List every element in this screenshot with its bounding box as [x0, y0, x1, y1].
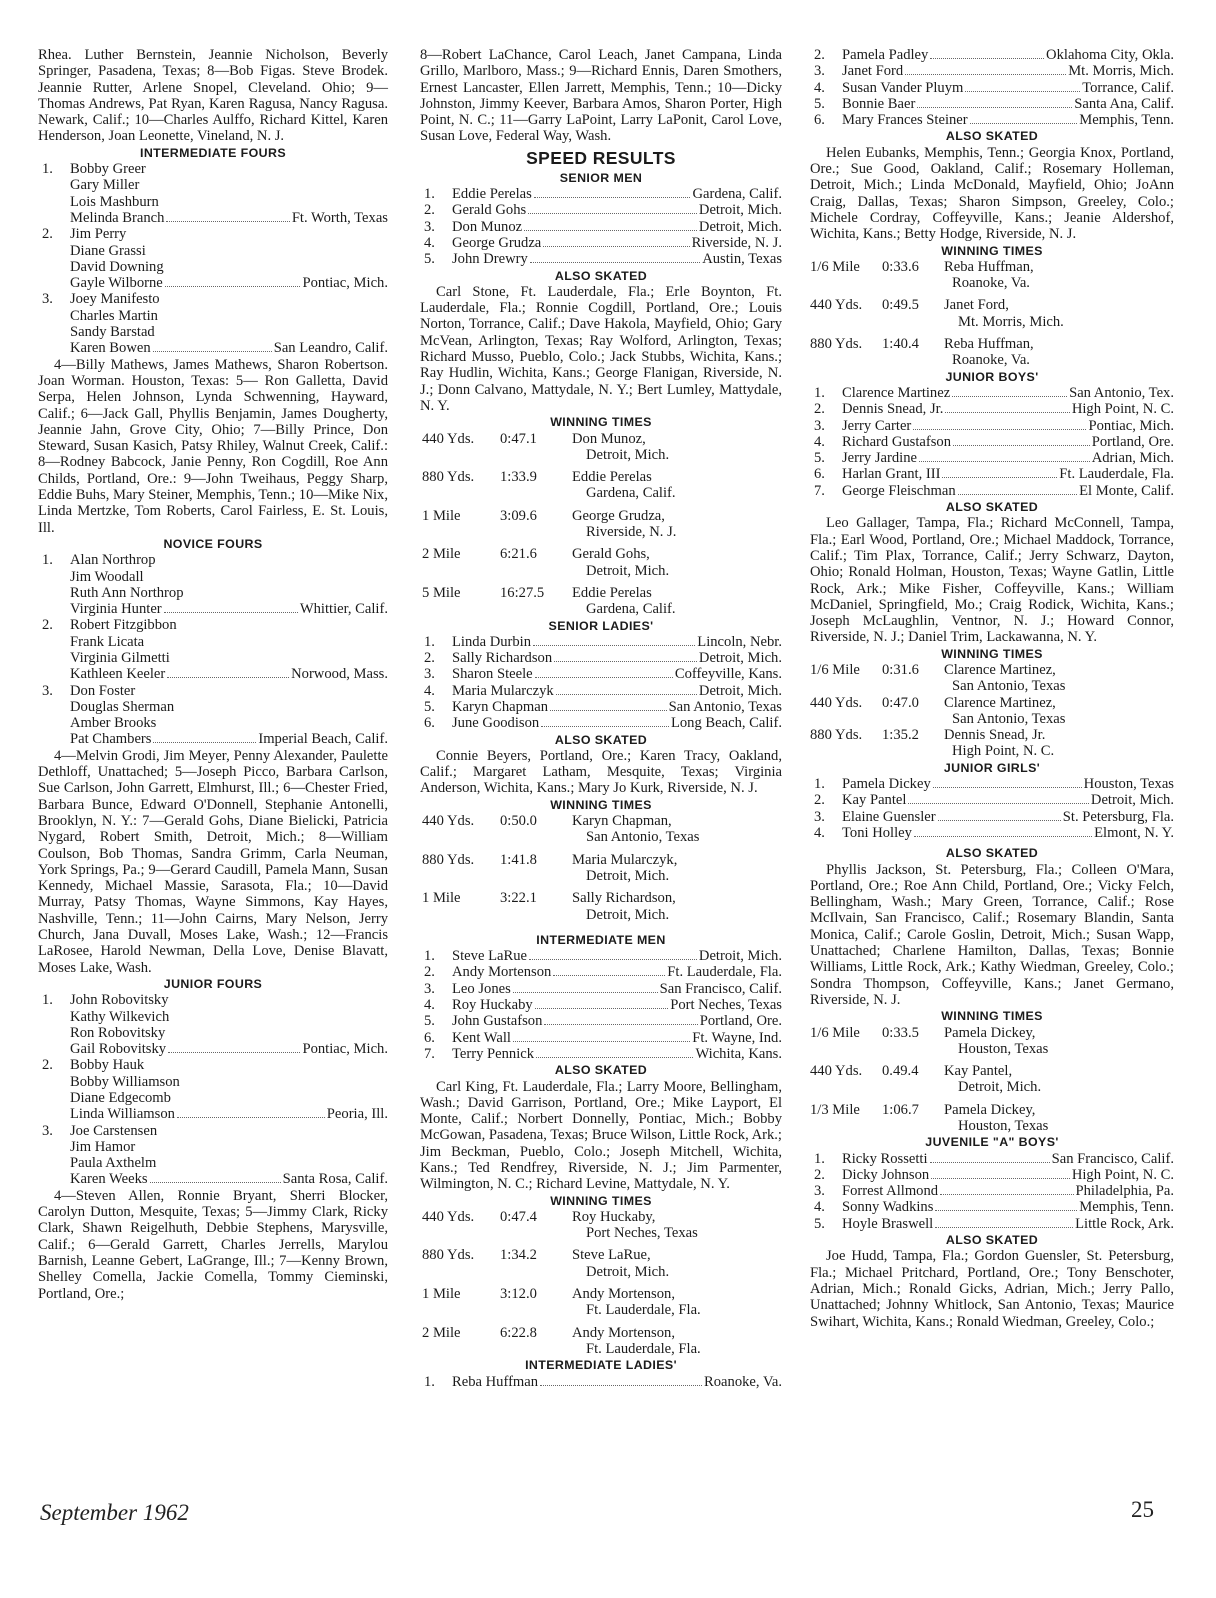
section-heading: INTERMEDIATE FOURS: [139, 145, 287, 160]
paragraph: 4—Billy Mathews, James Mathews, Sharon Robertson. Joan Worman. Houston, Texas: 5— Ron Galletta, David Serpa, Helen Johnson, Lynda Schwenning, Hayward, Calif.; 6—Jack Gall, Phyllis Benjamin, James Dougherty, Jeannie Jahn, Grove City, Ohio; 7—Billy Prince, Don Steward, Susan Kasich, Patsy Rhiley, Walnut Creek, Calif.: 8—Rodney Babcock, Janie Penny, Ron Cogdill, Roe Ann Childs, Portland, Ore.: 9—John Tweihaus, Peggy Sharp, Eddie Buhs, Mary Steiner, Memphis, Tenn.; 10—Mike Nix, Linda Mertzke, Tom Roberts, Carol Fairless, E. St. Louis, Ill.: [38, 356, 388, 536]
result-row: 4. Roy Huckaby Port Neches, Texas: [424, 997, 782, 1014]
member-name: Gayle Wilborne: [70, 275, 163, 292]
section-heading: ALSO SKATED: [554, 1063, 648, 1078]
result-row: 2. Dicky Johnson High Point, N. C.: [814, 1166, 1174, 1183]
dot-leader: [544, 1024, 697, 1025]
result-row: 3. Don Munoz Detroit, Mich.: [424, 218, 782, 235]
result-row: 2. Kay Pantel Detroit, Mich.: [814, 792, 1174, 809]
result-row: 3. Sharon Steele Coffeyville, Kans.: [424, 666, 782, 683]
member-name: Virginia Hunter: [70, 601, 162, 618]
place: Ft. Worth, Texas: [291, 209, 388, 226]
result-row: 7. Terry Pennick Wichita, Kans.: [424, 1045, 782, 1062]
winning-time: 1/3 Mile 1:06.7 Pamela Dickey, Houston, Texas: [810, 1101, 1049, 1134]
result-row: 1. Linda Durbin Lincoln, Nebr.: [424, 633, 782, 650]
result-row: 1. Clarence Martinez San Antonio, Tex.: [814, 384, 1174, 401]
result-row: 4. Richard Gustafson Portland, Ore.: [814, 433, 1174, 450]
section-heading: WINNING TIMES: [550, 797, 652, 812]
section-heading: NOVICE FOURS: [163, 536, 263, 551]
result-row: 2. Dennis Snead, Jr. High Point, N. C.: [814, 401, 1174, 418]
result-row: 5. Hoyle Braswell Little Rock, Ark.: [814, 1215, 1174, 1232]
dot-leader: [536, 1057, 693, 1058]
dot-leader: [535, 677, 673, 678]
result-row: 3. Leo Jones San Francisco, Calif.: [424, 980, 782, 997]
team-block: 2. Jim Perry Diane Grassi David Downing Gayle Wilborne Pontiac, Mich.: [38, 226, 388, 291]
dot-leader: [166, 221, 289, 222]
dot-leader: [970, 123, 1078, 124]
winning-time: 440 Yds. 0:50.0 Karyn Chapman, San Antonio, Texas: [422, 813, 700, 846]
result-row: 6. Kent Wall Ft. Wayne, Ind.: [424, 1029, 782, 1046]
paragraph: 4—Melvin Grodi, Jim Meyer, Penny Alexander, Paulette Dethloff, Unattached; 5—Joseph Picco, Barbara Carlson, Sue Carlson, John Garrett, Elmhurst, Ill.; 6—Chester Fried, Barbara Bunce, Edward O'Donnell, Stephanie Antonelli, Brooklyn, N. Y.: 7—Gerald Gohs, Diane Bielicki, Patricia Nygard, Robert Smith, Detroit, Mich.; 8—William Coulson, Bob Thomas, Sandra Grimm, Carla Neuman, York Springs, Pa.; 9—Gerard Caudill, Pamela Mann, Susan Kennedy, Michael Massie, Sarasota, Fla.; 10—David Murray, Patsy Thomas, Wayne Simmons, Kay Hayes, Nashville, Tenn.; 11—John Cairns, Mary Nelson, Jerry Church, Jana Duvall, Moses Lake, Wash.; 12—Francis LaRosee, Harold Newman, Della Love, Denise Blavatt, Moses Lake, Wash.: [38, 747, 388, 976]
section-heading: ALSO SKATED: [554, 268, 648, 283]
paragraph: Leo Gallager, Tampa, Fla.; Richard McConnell, Tampa, Fla.; Earl Wood, Portland, Ore.; Michael Maddock, Torrance, Calif.; Tim Plax, Torrance, Calif.; Jerry Schwarz, Dayton, Ohio; Ronald Holman, Houston, Texas; Wayne Gatlin, Little Rock, Ark.; Mike Fisher, Coffeyville, Kans.; William McDaniel, Springfield, Mo.; Craig Rodick, Wichita, Kans.; Joseph McLaughlin, Ventnor, N. J.; Howard Connor, Riverside, N. J.; Daniel Trim, Lackawanna, N. Y.: [810, 515, 1174, 646]
dot-leader: [168, 1052, 300, 1053]
member-name: Joe Carstensen: [70, 1122, 158, 1139]
dot-leader: [938, 820, 1061, 821]
result-row: 4. Sonny Wadkins Memphis, Tenn.: [814, 1199, 1174, 1216]
section-heading: JUNIOR BOYS': [945, 369, 1039, 384]
member-name: Bobby Hauk: [70, 1057, 145, 1074]
column-1: [38, 47, 388, 1302]
member-name: Virginia Gilmetti: [70, 649, 170, 666]
result-row: 1. Eddie Perelas Gardena, Calif.: [424, 186, 782, 203]
winning-time: 1 Mile 3:12.0 Andy Mortenson, Ft. Lauderdale, Fla.: [422, 1286, 701, 1319]
dot-leader: [940, 1194, 1073, 1195]
dot-leader: [556, 694, 697, 695]
team-block: 2. Bobby Hauk Bobby Williamson Diane Edgecomb Linda Williamson Peoria, Ill.: [38, 1057, 388, 1122]
member-name: Robert Fitzgibbon: [70, 617, 177, 634]
section-heading: WINNING TIMES: [941, 243, 1043, 258]
winning-time: 1/6 Mile 0:31.6 Clarence Martinez, San Antonio, Texas: [810, 661, 1066, 695]
member-name: Jim Perry: [70, 226, 127, 243]
result-row: 1. Steve LaRue Detroit, Mich.: [424, 948, 782, 965]
place: Santa Rosa, Calif.: [282, 1171, 388, 1188]
member-name: Kathy Wilkevich: [70, 1008, 170, 1025]
result-row: 6. Harlan Grant, III Ft. Lauderdale, Fla.: [814, 466, 1174, 483]
dot-leader: [953, 445, 1090, 446]
paragraph: Phyllis Jackson, St. Petersburg, Fla.; Colleen O'Mara, Portland, Ore.; Roe Ann Child, Portland, Ore.; Vicky Felch, Bellingham, Wash.; Mary Green, Torrance, Calif.; Rose McIlvain, San Francisco, Calif.; Rosemary Blandin, Santa Monica, Calif.; Carole Goslin, Detroit, Mich.; Susan Wapp, Unattached; Charlene Hamilton, Dallas, Texas; Bonnie Williams, Little Rock, Ark.; Kathy Wiedman, Greeley, Colo.; Sondra Thompson, Coffeyville, Kans.; Janet Germano, Riverside, N. J.: [810, 861, 1174, 1008]
section-heading: SENIOR LADIES': [548, 618, 654, 633]
winning-time: 880 Yds. 1:40.4 Reba Huffman, Roanoke, Va.: [810, 336, 1034, 369]
member-name: Frank Licata: [70, 633, 145, 650]
paragraph: Helen Eubanks, Memphis, Tenn.; Georgia Knox, Portland, Ore.; Sue Good, Oakland, Calif.; Rosemary Holleman, Detroit, Mich.; Linda McDonald, Mayfield, Ohio; JoAnn Craig, Dallas, Texas; Sharon Simpson, Greeley, Colo.; Michele Cordray, Coffeyville, Kans.; Jeanie Aldershof, Wichita, Kans.; Betty Hodge, Riverside, N. J.: [810, 144, 1174, 243]
member-name: Don Foster: [70, 682, 136, 699]
dot-leader: [554, 661, 697, 662]
result-row: 2. Pamela Padley Oklahoma City, Okla.: [814, 47, 1174, 63]
winning-time: 880 Yds. 1:33.9 Eddie Perelas Gardena, Calif.: [422, 469, 676, 502]
paragraph: Joe Hudd, Tampa, Fla.; Gordon Guensler, St. Petersburg, Fla.; Michael Pritchard, Portland, Ore.; Tony Benschoter, Adrian, Mich.; Ronald Gicks, Adrian, Mich.; Jerry Pallo, Unattached; Johnny Whitlock, San Antonio, Texas; Maurice Swihart, Wichita, Kans.; Ronald Wiedman, Greeley, Colo.;: [810, 1248, 1174, 1330]
section-heading: INTERMEDIATE LADIES': [525, 1358, 677, 1373]
result-row: 5. John Drewry Austin, Texas: [424, 251, 782, 268]
dot-leader: [164, 612, 298, 613]
dot-leader: [553, 975, 665, 976]
dot-leader: [935, 1227, 1073, 1228]
place: Imperial Beach, Calif.: [258, 731, 388, 748]
paragraph: Connie Beyers, Portland, Ore.; Karen Tracy, Oakland, Calif.; Margaret Latham, Mesquite, Texas; Virginia Anderson, Wichita, Kans.; Mary Jo Kurk, Riverside, N. J.: [420, 747, 782, 797]
dot-leader: [908, 803, 1088, 804]
paragraph: Carl King, Ft. Lauderdale, Fla.; Larry Moore, Bellingham, Wash.; David Garrison, Portland, Ore.; Mike Layport, El Monte, Calif.; Norbert Donnelly, Pontiac, Mich.; Bobby McGowan, Pasadena, Texas; Bruce Wilson, Little Rock, Ark.; Jim Beckman, Pueblo, Colo.; Joseph Mitchell, Wichita, Kans.; Ted Rendfrey, Riverside, N. J.; Jim Parmenter, Wilmington, N. C.; Richard Levine, Mattydale, N. Y.: [420, 1078, 782, 1193]
winning-time: 440 Yds. 0:47.4 Roy Huckaby, Port Neches, Texas: [422, 1208, 698, 1242]
result-row: 5. John Gustafson Portland, Ore.: [424, 1013, 782, 1030]
paragraph: Rhea. Luther Bernstein, Jeannie Nicholson, Beverly Springer, Pasadena, Texas; 8—Bob Figas. Steve Brodek. Jeannie Rutter, Arlene Snopel, Cleveland. Ohio; 9—Thomas Andrews, Pat Ryan, Karen Ragusa, Nancy Ragusa. Newark, Calif.; 10—Charles Aulffo, Richard Kittel, Karen Henderson, Joan Leonette, Vineland, N. J.: [38, 47, 388, 145]
page-title: SPEED RESULTS: [526, 147, 676, 168]
dot-leader: [930, 58, 1044, 59]
section-heading: ALSO SKATED: [945, 1233, 1039, 1248]
section-heading: ALSO SKATED: [945, 500, 1039, 515]
dot-leader: [513, 992, 658, 993]
member-name: Paula Axthelm: [70, 1155, 157, 1172]
winning-time: 880 Yds. 1:35.2 Dennis Snead, Jr. High Point, N. C.: [810, 727, 1055, 760]
member-name: David Downing: [70, 258, 164, 275]
member-name: Karen Bowen: [70, 340, 151, 357]
paragraph: Carl Stone, Ft. Lauderdale, Fla.; Erle Boynton, Ft. Lauderdale, Fla.; Ronnie Cogdill, Portland, Ore.; Louis Norton, Torrance, Calif.; Dave Hakola, Mayfield, Ohio; Gary McVean, Arlington, Texas; Ray Wolford, Arlington, Texas; Richard Musso, Pueblo, Colo.; Jack Stubbs, Wichita, Kans.; Ray Hudlin, Wichita, Kans.; George Flanigan, Riverside, N. J.; Donn Calvano, Mattydale, N. Y.; Bert Lumley, Mattydale, N. Y.: [420, 283, 782, 414]
member-name: Sandy Barstad: [70, 324, 155, 341]
member-name: Melinda Branch: [70, 209, 165, 226]
member-name: Charles Martin: [70, 307, 158, 324]
dot-leader: [914, 836, 1092, 837]
dot-leader: [917, 107, 1072, 108]
winning-time: 1/6 Mile 0:33.5 Pamela Dickey, Houston, Texas: [810, 1024, 1049, 1057]
place: Pontiac, Mich.: [302, 1041, 388, 1058]
member-name: Kathleen Keeler: [70, 666, 166, 683]
dot-leader: [952, 396, 1067, 397]
member-name: Bobby Williamson: [70, 1073, 180, 1090]
team-block: 3. Joey Manifesto Charles Martin Sandy Barstad Karen Bowen San Leandro, Calif.: [38, 291, 388, 356]
page-number: 25: [1131, 1497, 1154, 1522]
dot-leader: [533, 645, 695, 646]
section-heading: ALSO SKATED: [945, 846, 1039, 861]
section-heading: WINNING TIMES: [941, 646, 1043, 661]
result-row: 3. Elaine Guensler St. Petersburg, Fla.: [814, 808, 1174, 825]
member-name: Bobby Greer: [70, 161, 146, 178]
dot-leader: [167, 677, 289, 678]
dot-leader: [913, 429, 1086, 430]
dot-leader: [541, 726, 669, 727]
place: San Leandro, Calif.: [273, 340, 388, 357]
winning-time: 1 Mile 3:09.6 George Grudza, Riverside, N. J.: [422, 507, 677, 541]
section-heading: SENIOR MEN: [559, 170, 643, 185]
dot-leader: [945, 412, 1069, 413]
result-row: 4. George Grudza Riverside, N. J.: [424, 234, 782, 251]
dot-leader: [153, 742, 256, 743]
result-row: 1. Pamela Dickey Houston, Texas: [814, 776, 1174, 793]
winning-time: 440 Yds. 0.49.4 Kay Pantel, Detroit, Mich.: [810, 1063, 1042, 1096]
dot-leader: [550, 710, 667, 711]
member-name: Pat Chambers: [70, 731, 152, 748]
result-row: 4. Susan Vander Pluym Torrance, Calif.: [814, 79, 1174, 96]
result-row: 6. June Goodison Long Beach, Calif.: [424, 715, 782, 732]
member-name: Gary Miller: [70, 177, 140, 194]
dot-leader: [534, 197, 691, 198]
dot-leader: [530, 262, 700, 263]
member-name: Ruth Ann Northrop: [70, 584, 184, 601]
section-heading: WINNING TIMES: [550, 1193, 652, 1208]
member-name: Joey Manifesto: [70, 291, 160, 308]
dot-leader: [958, 494, 1078, 495]
dot-leader: [153, 351, 272, 352]
winning-time: 1/6 Mile 0:33.6 Reba Huffman, Roanoke, Va.: [810, 258, 1034, 292]
result-row: 1. Ricky Rossetti San Francisco, Calif.: [814, 1150, 1174, 1167]
dot-leader: [935, 1210, 1077, 1211]
winning-time: 2 Mile 6:22.8 Andy Mortenson, Ft. Lauderdale, Fla.: [422, 1324, 701, 1357]
winning-time: 880 Yds. 1:34.2 Steve LaRue, Detroit, Mich.: [422, 1247, 670, 1280]
section-heading: WINNING TIMES: [550, 415, 652, 430]
result-row: 4. Toni Holley Elmont, N. Y.: [814, 824, 1174, 841]
team-block: 1. Bobby Greer Gary Miller Lois Mashburn Melinda Branch Ft. Worth, Texas: [38, 161, 388, 226]
result-row: 3. Forrest Allmond Philadelphia, Pa.: [814, 1183, 1174, 1200]
result-row: 6. Mary Frances Steiner Memphis, Tenn.: [814, 112, 1174, 129]
result-row: 2. Andy Mortenson Ft. Lauderdale, Fla.: [424, 964, 782, 981]
member-name: Jim Hamor: [70, 1138, 136, 1155]
dot-leader: [942, 477, 1057, 478]
winning-time: 1 Mile 3:22.1 Sally Richardson, Detroit, Mich.: [422, 890, 676, 923]
member-name: Amber Brooks: [70, 715, 157, 732]
dot-leader: [965, 91, 1080, 92]
result-row: 2. Gerald Gohs Detroit, Mich.: [424, 202, 782, 219]
column-2: [420, 47, 782, 1390]
dot-leader: [528, 213, 697, 214]
section-heading: ALSO SKATED: [945, 129, 1039, 144]
dot-leader: [905, 74, 1066, 75]
team-block: 1. John Robovitsky Kathy Wilkevich Ron Robovitsky Gail Robovitsky Pontiac, Mich.: [38, 992, 388, 1057]
result-row: 5. Bonnie Baer Santa Ana, Calif.: [814, 95, 1174, 112]
section-heading: ALSO SKATED: [554, 732, 648, 747]
issue-date: September 1962: [40, 1500, 189, 1525]
winning-time: 2 Mile 6:21.6 Gerald Gohs, Detroit, Mich.: [422, 546, 670, 579]
result-row: 3. Janet Ford Mt. Morris, Mich.: [814, 63, 1174, 80]
member-name: Douglas Sherman: [70, 698, 175, 715]
member-name: Lois Mashburn: [70, 193, 159, 210]
result-row: 5. Karyn Chapman San Antonio, Texas: [424, 698, 782, 715]
dot-leader: [535, 1008, 669, 1009]
dot-leader: [543, 246, 689, 247]
section-heading: INTERMEDIATE MEN: [536, 932, 666, 947]
section-heading: WINNING TIMES: [941, 1009, 1043, 1024]
member-name: Diane Grassi: [70, 242, 146, 259]
section-heading: JUNIOR FOURS: [163, 976, 263, 991]
team-block: 3. Don Foster Douglas Sherman Amber Brooks Pat Chambers Imperial Beach, Calif.: [38, 683, 388, 748]
dot-leader: [529, 959, 697, 960]
winning-time: 880 Yds. 1:41.8 Maria Mularczyk, Detroit, Mich.: [422, 851, 678, 884]
member-name: Linda Williamson: [70, 1106, 175, 1123]
place: Whittier, Calif.: [299, 601, 388, 618]
winning-time: 5 Mile 16:27.5 Eddie Perelas Gardena, Calif.: [422, 584, 676, 618]
result-row: 7. George Fleischman El Monte, Calif.: [814, 482, 1174, 499]
member-name: Ron Robovitsky: [70, 1024, 166, 1041]
dot-leader: [150, 1182, 281, 1183]
team-block: 2. Robert Fitzgibbon Frank Licata Virginia Gilmetti Kathleen Keeler Norwood, Mass.: [38, 617, 388, 682]
member-name: Gail Robovitsky: [70, 1041, 167, 1058]
section-heading: JUVENILE "A" BOYS': [925, 1135, 1059, 1150]
result-row: 3. Jerry Carter Pontiac, Mich.: [814, 417, 1174, 434]
member-name: John Robovitsky: [70, 992, 169, 1009]
paragraph: 4—Steven Allen, Ronnie Bryant, Sherri Blocker, Carolyn Dutton, Mesquite, Texas; 5—Jimmy Clark, Ricky Clark, Shawn Reigelhuth, Debbie Stephens, Marysville, Calif.; 6—Gerald Garrett, Charles Jerrells, Marylou Barnish, Leanne Gebert, LaGrange, Ill.; 7—Kenny Brown, Shelley Comella, Jackie Comella, Tommy Cieminski, Portland, Ore.;: [38, 1187, 388, 1302]
dot-leader: [931, 1178, 1070, 1179]
dot-leader: [513, 1041, 690, 1042]
result-row: 2. Sally Richardson Detroit, Mich.: [424, 650, 782, 667]
winning-time: 440 Yds. 0:47.1 Don Munoz, Detroit, Mich.: [422, 430, 670, 463]
place: Peoria, Ill.: [326, 1106, 388, 1123]
member-name: Jim Woodall: [70, 568, 144, 585]
result-row: 4. Maria Mularczyk Detroit, Mich.: [424, 682, 782, 699]
dot-leader: [930, 1162, 1050, 1163]
team-block: 3. Joe Carstensen Jim Hamor Paula Axthelm Karen Weeks Santa Rosa, Calif.: [38, 1123, 388, 1188]
place: Pontiac, Mich.: [302, 275, 388, 292]
dot-leader: [524, 230, 697, 231]
result-row: 1. Reba Huffman Roanoke, Va.: [424, 1373, 782, 1390]
winning-time: 440 Yds. 0:47.0 Clarence Martinez, San Antonio, Texas: [810, 694, 1066, 727]
dot-leader: [540, 1385, 702, 1386]
team-block: 1. Alan Northrop Jim Woodall Ruth Ann Northrop Virginia Hunter Whittier, Calif.: [38, 552, 388, 617]
paragraph: 8—Robert LaChance, Carol Leach, Janet Campana, Linda Grillo, Marlboro, Mass.; 9—Richard Ennis, Daren Smothers, Ernest Lancaster, Ellen Jarrett, Memphis, Tenn.; 10—Dicky Johnston, Jimmy Keever, Barbara Amos, Sharon Porter, High Point, N. C.; 11—Garry LaPoint, Larry LaPonit, Carol Love, Susan Love, Federal Way, Wash.: [420, 47, 782, 145]
section-heading: JUNIOR GIRLS': [943, 760, 1041, 775]
member-name: Diane Edgecomb: [70, 1090, 171, 1106]
place: Norwood, Mass.: [291, 666, 388, 683]
dot-leader: [177, 1117, 325, 1118]
dot-leader: [165, 286, 301, 287]
dot-leader: [919, 461, 1090, 462]
column-3: [810, 47, 1174, 1330]
member-name: Alan Northrop: [70, 552, 156, 569]
winning-time: 440 Yds. 0:49.5 Janet Ford, Mt. Morris, Mich.: [810, 297, 1064, 330]
result-row: 5. Jerry Jardine Adrian, Mich.: [814, 450, 1174, 467]
dot-leader: [933, 787, 1082, 788]
member-name: Karen Weeks: [70, 1171, 148, 1188]
